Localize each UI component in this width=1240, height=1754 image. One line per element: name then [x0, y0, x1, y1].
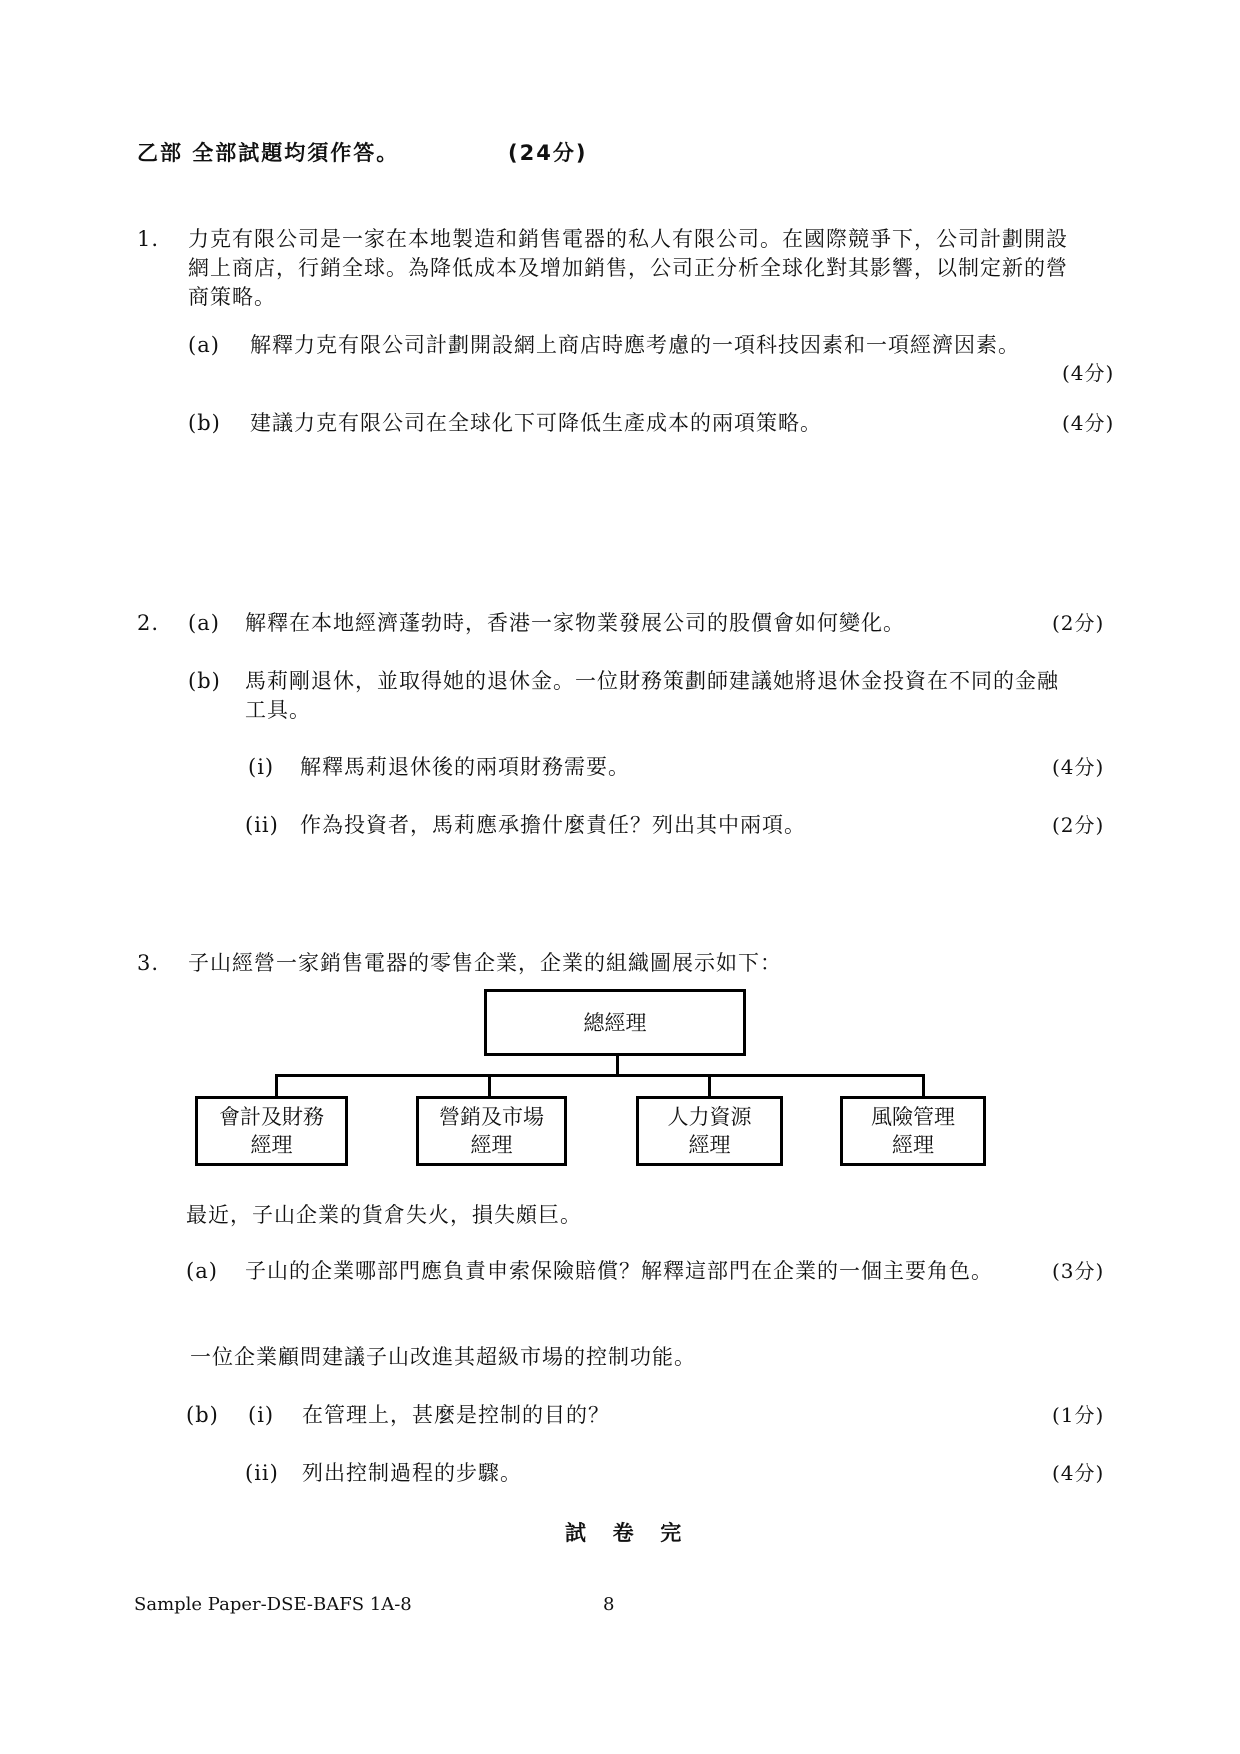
- org-box-accounting-finance: [195, 1096, 348, 1166]
- connector-horizontal: [275, 1074, 925, 1077]
- q2bi-text: 解釋馬莉退休後的兩項財務需要。: [300, 755, 630, 779]
- connector-vertical-top: [616, 1054, 619, 1076]
- q3bi-text: 在管理上，甚麼是控制的目的？: [302, 1403, 610, 1427]
- footer-paper-code: Sample Paper-DSE-BAFS 1A-8: [134, 1594, 412, 1615]
- q1a-marks: (4分): [1062, 361, 1115, 385]
- connector-drop-3: [708, 1074, 711, 1098]
- q2-number: 2.: [137, 611, 160, 635]
- section-title: 乙部 全部試題均須作答。: [137, 141, 400, 165]
- org-box-sales-marketing-label: 營銷及市場 經理: [439, 1105, 544, 1157]
- q3-consultant: 一位企業顧問建議子山改進其超級市場的控制功能。: [190, 1345, 696, 1369]
- q3bi-label: (i): [248, 1403, 275, 1427]
- section-marks: (24分): [508, 141, 588, 165]
- q3a-text: 子山的企業哪部門應負責申索保險賠償？解釋這部門在企業的一個主要角色。: [245, 1259, 993, 1283]
- q2b-text-line-1: 馬莉剛退休，並取得她的退休金。一位財務策劃師建議她將退休金投資在不同的金融: [245, 669, 1059, 693]
- q1-stem-line-1: 力克有限公司是一家在本地製造和銷售電器的私人有限公司。在國際競爭下，公司計劃開設: [188, 227, 1068, 251]
- org-box-risk-management-label: 風險管理 經理: [871, 1105, 955, 1157]
- q2a-text: 解釋在本地經濟蓬勃時，香港一家物業發展公司的股價會如何變化。: [245, 611, 905, 635]
- org-box-general-manager: [484, 989, 746, 1056]
- q3bii-marks: (4分): [1052, 1461, 1105, 1485]
- q2a-label: (a): [188, 611, 220, 635]
- q3b-label: (b): [186, 1403, 219, 1427]
- footer-page-number: 8: [603, 1594, 615, 1615]
- connector-drop-4: [922, 1074, 925, 1098]
- q2bi-label: (i): [248, 755, 275, 779]
- q2bi-marks: (4分): [1052, 755, 1105, 779]
- q1a-label: (a): [188, 333, 220, 357]
- org-box-human-resources: [636, 1096, 783, 1166]
- q3-number: 3.: [137, 951, 160, 975]
- q1b-label: (b): [188, 411, 221, 435]
- org-box-sales-marketing: [416, 1096, 567, 1166]
- q3bii-label: (ii): [245, 1461, 279, 1485]
- q3a-marks: (3分): [1052, 1259, 1105, 1283]
- org-box-accounting-finance-label: 會計及財務 經理: [219, 1105, 324, 1157]
- q2b-text-line-2: 工具。: [245, 698, 311, 722]
- q1b-text: 建議力克有限公司在全球化下可降低生產成本的兩項策略。: [250, 411, 822, 435]
- end-of-paper: 試 卷 完: [565, 1521, 686, 1545]
- q2bii-marks: (2分): [1052, 813, 1105, 837]
- q2a-marks: (2分): [1052, 611, 1105, 635]
- org-box-general-manager-label: 總經理: [583, 1010, 647, 1035]
- q3a-label: (a): [186, 1259, 218, 1283]
- q1-number: 1.: [137, 227, 160, 251]
- q2b-label: (b): [188, 669, 221, 693]
- q1-stem-line-2: 網上商店，行銷全球。為降低成本及增加銷售，公司正分析全球化對其影響，以制定新的營: [188, 256, 1068, 280]
- q3bii-text: 列出控制過程的步驟。: [302, 1461, 522, 1485]
- q2bii-text: 作為投資者，馬莉應承擔什麼責任？列出其中兩項。: [300, 813, 806, 837]
- q1a-text: 解釋力克有限公司計劃開設網上商店時應考慮的一項科技因素和一項經濟因素。: [250, 333, 1020, 357]
- q1b-marks: (4分): [1062, 411, 1115, 435]
- org-box-human-resources-label: 人力資源 經理: [667, 1105, 752, 1157]
- q1-stem-line-3: 商策略。: [188, 285, 276, 309]
- q3bi-marks: (1分): [1052, 1403, 1105, 1427]
- org-box-risk-management: [840, 1096, 986, 1166]
- q3-context: 最近，子山企業的貨倉失火，損失頗巨。: [186, 1203, 582, 1227]
- q2bii-label: (ii): [245, 813, 279, 837]
- connector-drop-2: [488, 1074, 491, 1098]
- connector-drop-1: [275, 1074, 278, 1098]
- q3-stem: 子山經營一家銷售電器的零售企業，企業的組織圖展示如下：: [188, 951, 782, 975]
